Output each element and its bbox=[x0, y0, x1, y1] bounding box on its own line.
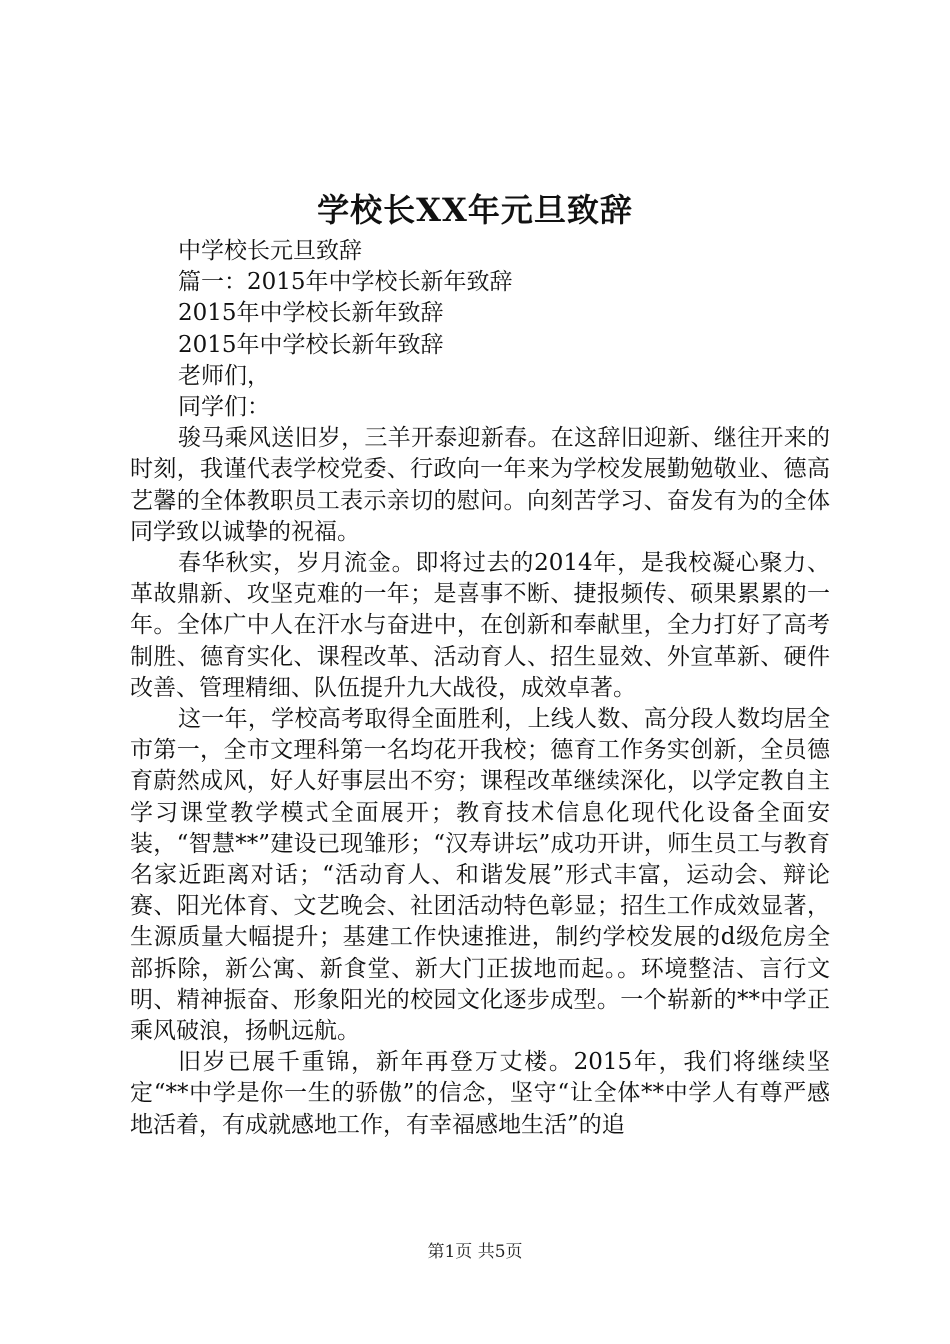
header-line: 中学校长元旦致辞 bbox=[178, 238, 362, 264]
body-paragraph: 这一年，学校高考取得全面胜利，上线人数、高分段人数均居全市第一，全市文理科第一名均花开我校；德育工作务实创新，全员德育蔚然成风，好人好事层出不穷；课程改革继续深化，以学定教自主学习课堂教学模式全面展开；教育技术信息化现代化设备全面安装，“智慧**”建设已现雏形；“汉寿讲坛”成功开讲，师生员工与教育名家近距离对话；“活动育人、和谐发展”形式丰富，运动会、辩论赛、阳光体育、文艺晚会、社团活动特色彰显；招生工作成效显著，生源质量大幅提升；基建工作快速推进，制约学校发展的d级危房全部拆除，新公寓、新食堂、新大门正拔地而起。。环境整洁、言行文明、精神振奋、形象阳光的校园文化逐步成型。一个崭新的**中学正乘风破浪，扬帆远航。 bbox=[130, 705, 830, 1044]
header-line: 篇一：2015年中学校长新年致辞 bbox=[178, 269, 513, 296]
body-paragraph: 骏马乘风送旧岁，三羊开泰迎新春。在这辞旧迎新、继往开来的时刻，我谨代表学校党委、行政向一年来为学校发展勤勉敬业、德高艺馨的全体教职员工表示亲切的慰问。向刻苦学习、奋发有为的全体同学致以诚挚的祝福。 bbox=[130, 425, 830, 545]
salutation-line: 同学们： bbox=[178, 393, 270, 420]
document-body bbox=[130, 236, 830, 1141]
salutation-line: 老师们， bbox=[178, 362, 270, 389]
page-footer: 第1页 共5页 bbox=[427, 1242, 523, 1262]
header-line: 2015年中学校长新年致辞 bbox=[178, 331, 444, 358]
body-paragraph: 旧岁已展千重锦，新年再登万丈楼。2015年，我们将继续坚定“**中学是你一生的骄傲”的信念，坚守“让全体**中学人有尊严感地活着，有成就感地工作，有幸福感地生活”的追 bbox=[130, 1049, 830, 1138]
body-paragraph: 春华秋实，岁月流金。即将过去的2014年，是我校凝心聚力、革故鼎新、攻坚克难的一年；是喜事不断、捷报频传、硕果累累的一年。全体广中人在汗水与奋进中，在创新和奉献里，全力打好了高考制胜、德育实化、课程改革、活动育人、招生显效、外宣革新、硬件改善、管理精细、队伍提升九大战役，成效卓著。 bbox=[130, 549, 830, 701]
header-line: 2015年中学校长新年致辞 bbox=[178, 300, 444, 327]
document-title: 学校长XX年元旦致辞 bbox=[317, 191, 633, 229]
